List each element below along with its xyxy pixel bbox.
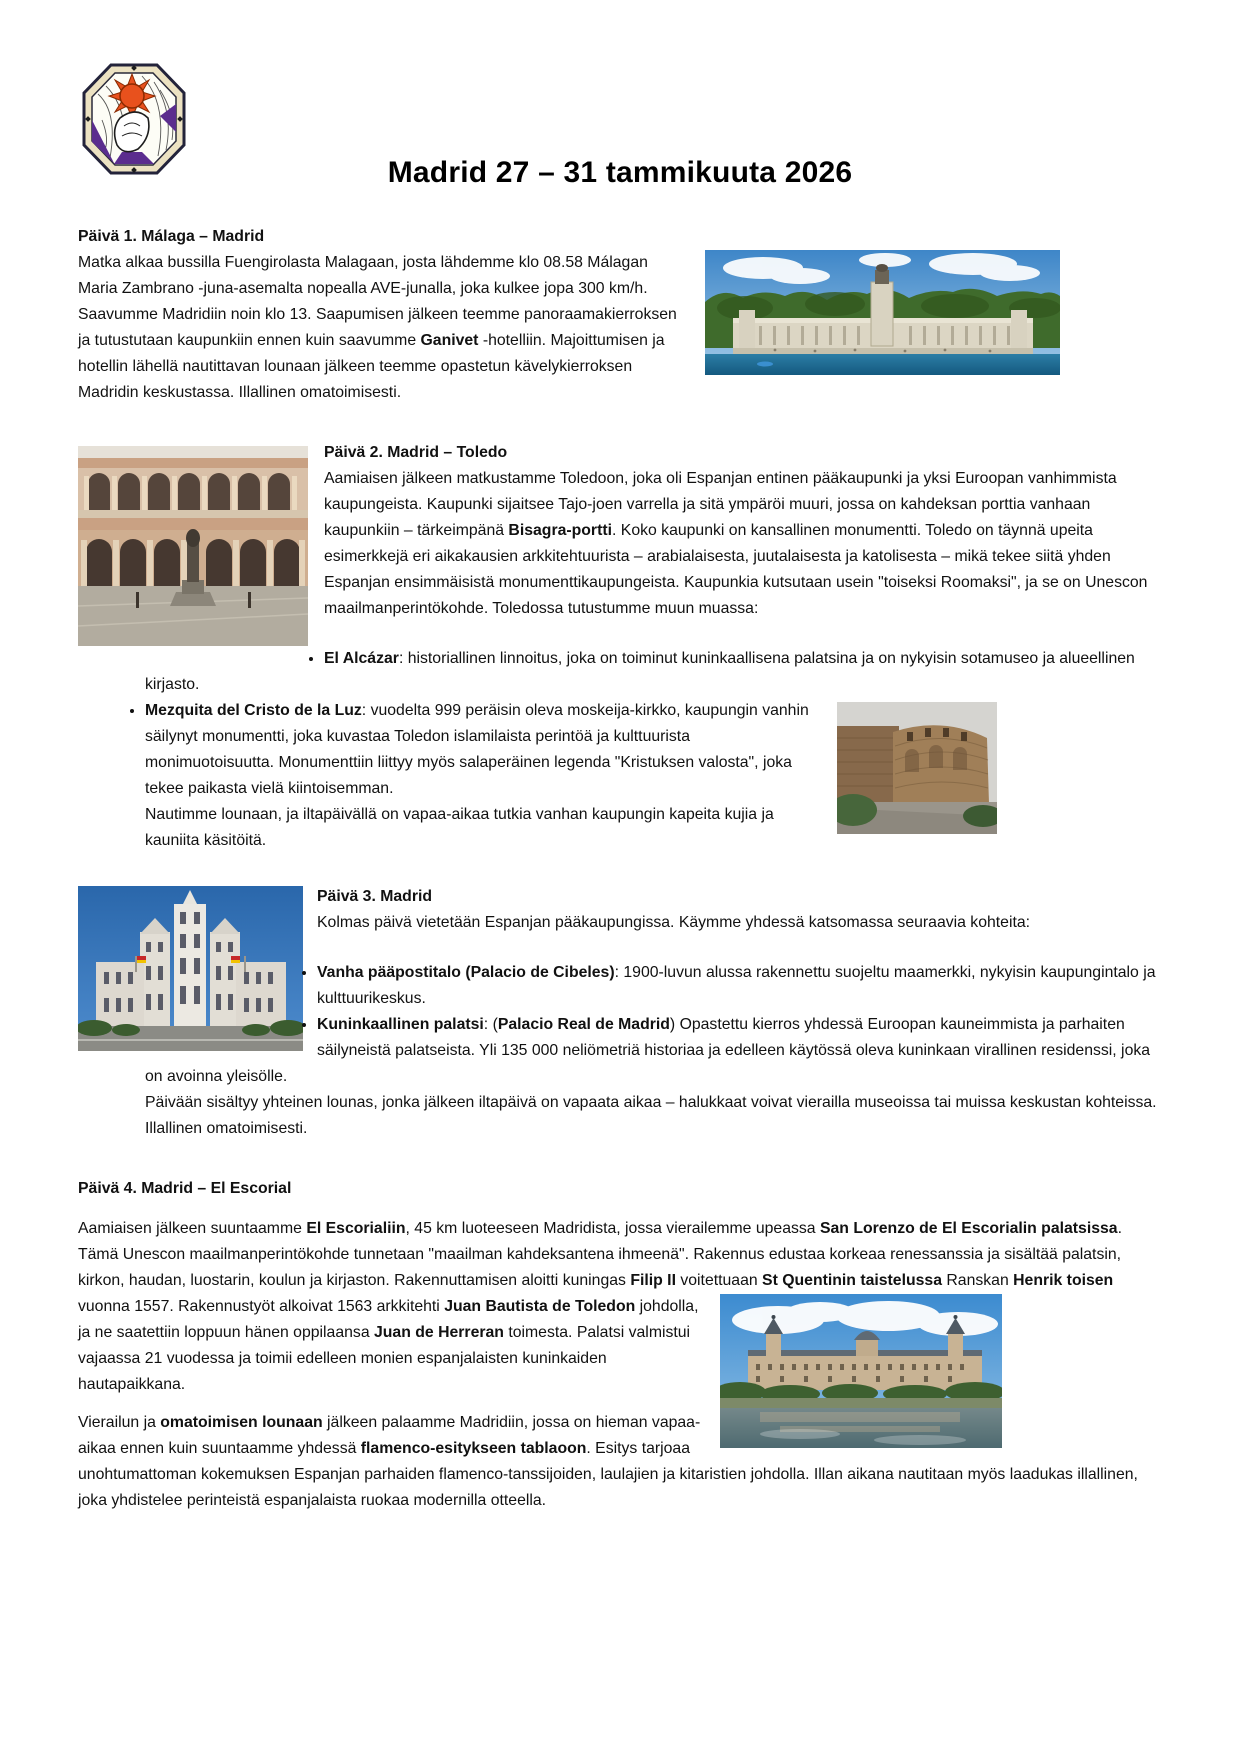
photo-palacio-de-cibeles (78, 886, 303, 1051)
photo-toledo-courtyard (78, 446, 308, 646)
day3-intro-text: Kolmas päivä vietetään Espanjan pääkaupungissa. Käymme yhdessä katsomassa seuraavia kohteita: (317, 914, 1031, 931)
list-item (145, 698, 1162, 854)
day2-bullet2-text: Mezquita del Cristo de la Luz: vuodelta 999 peräisin oleva moskeija-kirkko, kaupungin vanhin säilynyt monumentti, joka kuvastaa Toledon islamilaista perintöä ja kulttuurista monimuotoisuutta. Monumenttiin liittyy myös salaperäinen legenda "Kristuksen valosta", joka tekee paikasta vielä kiintoisemman. (145, 702, 809, 797)
day2-heading: Päivä 2. Madrid – Toledo (324, 444, 508, 461)
day2-bullet1-text: • El Alcázar: historiallinen linnoitus, joka on toiminut kuninkaallisena palatsina ja on nykyisin sotamuseo ja alueellinen kirjasto. (145, 650, 1135, 693)
day3-bullet2-text: • Kuninkaallinen palatsi: (Palacio Real de Madrid) Opastettu kierros yhdessä Euroopan kauneimmista ja parhaiten säilyneistä palatseista. Yli 135 000 neliömetriä historiaa ja edelleen käytössä oleva kuninkaan virallinen residenssi, joka on avoinna yleisölle. (145, 1016, 1151, 1085)
day3-bullet1-text: • Vanha pääpostitalo (Palacio de Cibeles): 1900-luvun alussa rakennettu suojeltu maamerkki, nykyisin kaupungintalo ja kulttuurikeskus. (317, 964, 1156, 1007)
sun-hands-octagon-icon (80, 60, 188, 178)
day4-heading: Päivä 4. Madrid – El Escorial (78, 1180, 292, 1197)
day1-paragraph (78, 250, 1162, 406)
day1-paragraph-text: Matka alkaa bussilla Fuengirolasta Malagaan, josta lähdemme klo 08.58 Málagan Maria Zambrano -juna-asemalta nopealla AVE-junalla, joka kulkee jopa 300 km/h. Saavumme Madridiin noin klo 13. Saapumisen jälkeen teemme panoraamakierroksen ja tutustutaan kaupunkiin ennen kuin saavumme Ganivet -hotelliin. Majoittumisen ja hotellin lähellä nautittavan lounaan jälkeen teemme opastetun kävelykierroksen Madridin keskustassa. Illallinen omatoimisesti. (78, 254, 677, 401)
club-logo-emblem (80, 60, 188, 178)
day3-heading: Päivä 3. Madrid (317, 888, 433, 905)
float-spacer (1161, 1216, 1162, 1294)
day2-paragraph-text: Aamiaisen jälkeen matkustamme Toledoon, joka oli Espanjan entinen pääkaupunki ja yksi Euroopan vanhimmista kaupungeista. Kaupunki sijaitsee Tajo-joen varrella ja sitä ympäröi muuri, jossa on kahdeksan porttia vanhaan kaupunkiin – tärkeimpänä Bisagra-portti. Koko kaupunki on kansallinen monumentti. Toledo on täynnä upeita esimerkkejä eri aikakausien arkkitehtuurista – arabialaisesta, juutalaisesta ja katolisesta – mikä tekee siitä yhden Espanjan ensimmäisistä monumenttikaupungeista. Kaupunkia kutsutaan usein "toiseksi Roomaksi", ja se on Unescon maailmanperintökohde. Toledossa tutustumme muun muassa: (324, 470, 1148, 617)
day2-bullet-list (78, 646, 1162, 854)
section-day3 (78, 884, 1162, 1142)
day2-bullet2-continuation: Nautimme lounaan, ja iltapäivällä on vapaa-aikaa tutkia vanhan kaupungin kapeita kujia ja kauniita käsitöitä. (145, 806, 774, 849)
section-day4 (78, 1176, 1162, 1514)
page-title: Madrid 27 – 31 tammikuuta 2026 (387, 156, 853, 189)
day4-paragraph1 (78, 1216, 1162, 1398)
photo-mezquita-cristo-de-la-luz (837, 702, 997, 834)
photo-retiro-monument (705, 250, 1060, 375)
photo-el-escorial (720, 1294, 1002, 1448)
day3-bullet2-continuation: Päivään sisältyy yhteinen lounas, jonka jälkeen iltapäivä on vapaata aikaa – halukkaat voivat vierailla museoissa tai muissa keskustan kohteissa. Illallinen omatoimisesti. (145, 1094, 1157, 1137)
day4-paragraph2-text: Vierailun ja omatoimisen lounaan jälkeen palaamme Madridiin, jossa on hieman vapaa-aikaa ennen kuin suuntaamme yhdessä flamenco-esitykseen tablaoon. Esitys tarjoaa unohtumattoman kokemuksen Espanjan parhaiden flamenco-tanssijoiden, laulajien ja kitaristien johdolla. Illan aikana nautitaan myös laadukas illallinen, joka yhdistelee perinteistä espanjalaista ruokaa modernilla otteella. (78, 1414, 1138, 1509)
day1-heading: Päivä 1. Málaga – Madrid (78, 228, 265, 245)
day4-paragraph1-text: Aamiaisen jälkeen suuntaamme El Escorialiin, 45 km luoteeseen Madridista, jossa vierailemme upeassa San Lorenzo de El Escorialin palatsissa. Tämä Unescon maailmanperintökohde tunnetaan "maailman kahdeksantena ihmeenä". Rakennus edustaa korkeaa renessanssia ja sisältää palatsin, kirkon, haudan, luostarin, koulun ja kirjaston. Rakennuttamisen aloitti kuningas Filip II voitettuaan St Quentinin taistelussa Ranskan Henrik toisen vuonna 1557. Rakennustyöt alkoivat 1563 arkkitehti Juan Bautista de Toledon johdolla, ja ne saatettiin loppuun hänen oppilaansa Juan de Herreran toimesta. Palatsi valmistui vajaassa 21 vuodessa ja toimii edelleen monien espanjalaisten kuninkaiden hautapaikkana. (78, 1220, 1122, 1393)
list-item (145, 646, 1162, 698)
section-day1 (78, 224, 1162, 406)
section-day2 (78, 440, 1162, 854)
